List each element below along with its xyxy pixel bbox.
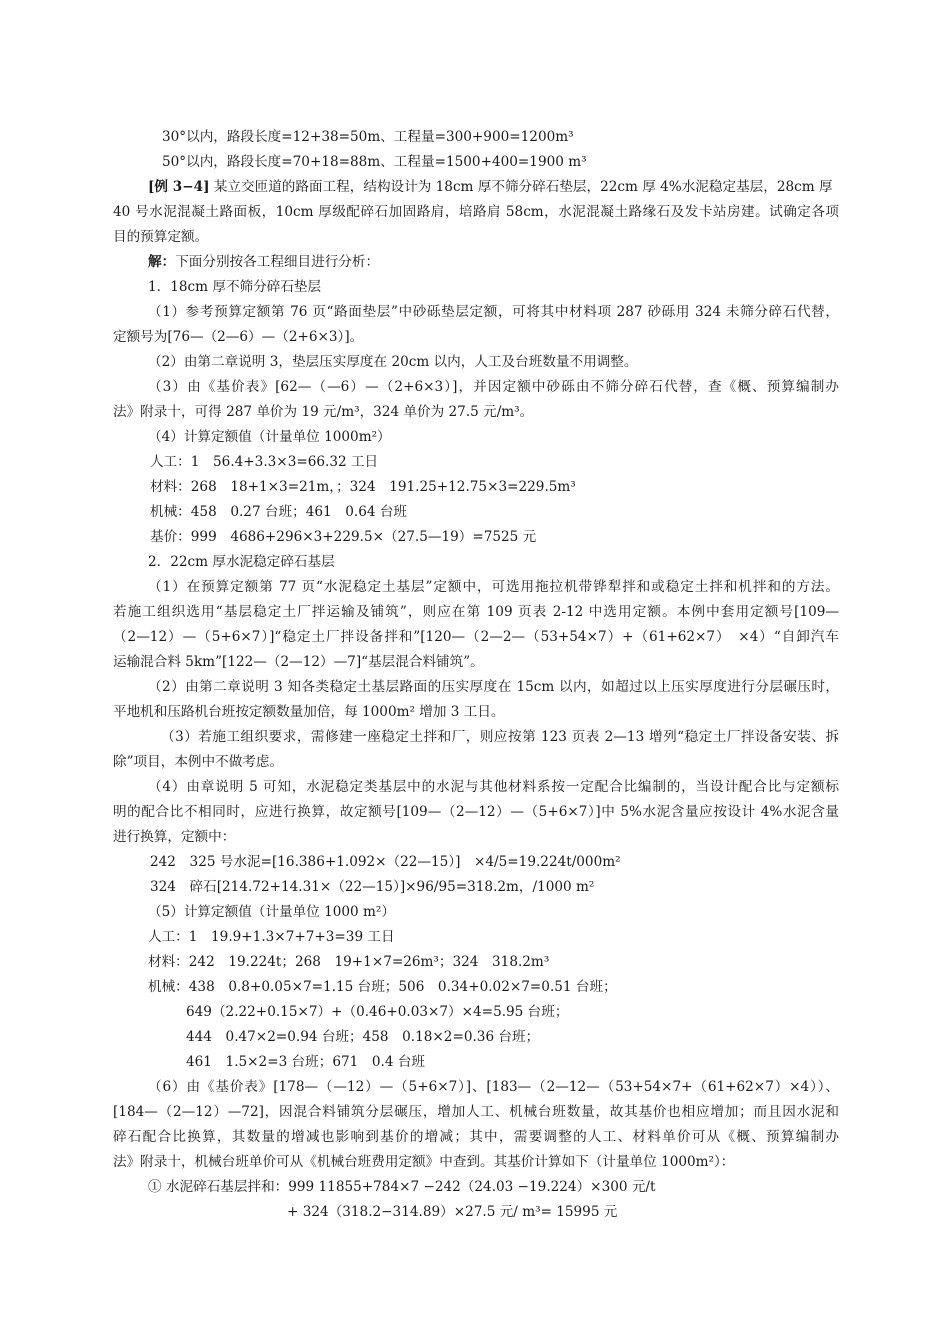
example-paragraph [148, 178, 839, 196]
text-line: 法》附录十，机械台班单价可从《机械台班费用定额》中查到。其基价计算如下（计量单位 1000m²）： [113, 1154, 735, 1170]
solution-label: 解： [148, 254, 176, 270]
text-line: （2）由第二章说明 3，垫层压实厚度在 20cm 以内，人工及台班数量不用调整。 [148, 354, 638, 370]
text-line: 运输混合料 5km”[122—（2—12）—7]“基层混合料铺筑”。 [113, 654, 484, 670]
text-line: 40 号水泥混凝土路面板，10cm 厚级配碎石加固路肩，培路肩 58cm，水泥混凝土路缘石及发卡站房建。试确定各项 [113, 204, 839, 220]
text-line: 人工：1 56.4+3.3×3=66.32 工日 [150, 454, 379, 470]
text-line: 材料：242 19.224t；268 19+1×7=26m³；324 318.2m³ [148, 954, 550, 970]
solution-paragraph [148, 253, 874, 271]
section-heading: 2．22cm 厚水泥稳定碎石基层 [148, 554, 335, 570]
text-line: 人工：1 19.9+1.3×7+7+3=39 工日 [148, 929, 395, 945]
text-line: 某立交匝道的路面工程，结构设计为 18cm 厚不筛分碎石垫层，22cm 厚 4%水泥稳定基层，28cm 厚 [213, 179, 833, 195]
text-line: + 324（318.2−314.89）×27.5 元/ m³= 15995 元 [287, 1204, 618, 1220]
text-line: [184—（2—12）—72]，因混合料铺筑分层碾压，增加人工、机械台班数量，故其基价也相应增加；而且因水泥和 [113, 1104, 839, 1120]
text-line: 242 325 号水泥=[16.386+1.092×（22—15）] ×4/5=19.224t/000m² [150, 854, 621, 870]
text-line: ① 水泥碎石基层拌和：999 11855+784×7 −242（24.03 −19.224）×300 元/t [148, 1179, 656, 1195]
text-line: 324 碎石[214.72+14.31×（22—15）]×96/95=318.2m，/1000 m² [150, 879, 595, 895]
text-line: （1）在预算定额第 77 页“水泥稳定土基层”定额中，可选用拖拉机带铧犁拌和或稳定土拌和机拌和的方法。 [148, 579, 839, 595]
text-line: 50°以内，路段长度=70+18=88m、工程量=1500+400=1900 m³ [162, 154, 587, 170]
text-line: （3）若施工组织要求，需修建一座稳定土拌和厂，则应按第 123 页表 2—13 增列“稳定土厂拌设备安装、拆 [161, 729, 839, 745]
text-line: 机械：438 0.8+0.05×7=1.15 台班；506 0.34+0.02×7=0.51 台班； [148, 979, 617, 995]
text-line: 30°以内，路段长度=12+38=50m、工程量=300+900=1200m³ [162, 129, 574, 145]
text-line: 除”项目，本例中不做考虑。 [113, 754, 284, 770]
text-line: 碎石配合比换算，其数量的增减也影响到基价的增减；其中，需要调整的人工、材料单价可从《概、预算编制办 [113, 1129, 839, 1145]
text-line: 机械：458 0.27 台班；461 0.64 台班 [150, 504, 408, 520]
section-heading: 1．18cm 厚不筛分碎石垫层 [148, 279, 322, 295]
text-line: 649（2.22+0.15×7）+（0.46+0.03×7）×4=5.95 台班； [186, 1004, 569, 1020]
text-line: 若施工组织选用“基层稳定土厂拌运输及铺筑”，则应在第 109 页表 2-12 中选用定额。本例中套用定额号[109— [113, 604, 839, 620]
text-line: 明的配合比不相同时，应进行换算，故定额号[109—（2—12）—（5+6×7）]中 5%水泥含量应按设计 4%水泥含量 [113, 804, 839, 820]
text-line: （2）由第二章说明 3 知各类稳定土基层路面的压实厚度在 15cm 以内，如超过以上压实厚度进行分层碾压时， [148, 679, 839, 695]
text-line: 进行换算，定额中： [113, 829, 236, 845]
text-line: 461 1.5×2=3 台班；671 0.4 台班 [186, 1054, 426, 1070]
text-line: （1）参考预算定额第 76 页“路面垫层”中砂砾垫层定额，可将其中材料项 287 砂砾用 324 未筛分碎石代替， [148, 304, 839, 320]
example-label: [例 3−4] [148, 179, 210, 195]
text-line: （4）计算定额值（计量单位 1000m²） [148, 429, 391, 445]
text-line: 基价：999 4686+296×3+229.5×（27.5—19）=7525 元 [150, 529, 537, 545]
text-line: 材料：268 18+1×3=21m，；324 191.25+12.75×3=229.5m³ [150, 479, 576, 495]
text-line: 444 0.47×2=0.94 台班；458 0.18×2=0.36 台班； [186, 1029, 540, 1045]
text-line: 法》附录十，可得 287 单价为 19 元/m³，324 单价为 27.5 元/m³。 [113, 404, 534, 420]
text-line: （3）由《基价表》[62—（—6）—（2+6×3）]，并因定额中砂砾由不筛分碎石代替，查《概、预算编制办 [148, 379, 839, 395]
text-line: （2—12）—（5+6×7）]“稳定土厂拌设备拌和”[120—（2—2—（53+54×7）+（61+62×7） ×4）“自卸汽车 [113, 629, 839, 645]
text-line: （4）由章说明 5 可知，水泥稳定类基层中的水泥与其他材料系按一定配合比编制的，当设计配合比与定额标 [148, 779, 839, 795]
text-line: 目的预算定额。 [113, 229, 209, 245]
text-line: 平地机和压路机台班按定额数量加倍，每 1000m² 增加 3 工日。 [113, 704, 505, 720]
text-line: 下面分别按各工程细目进行分析： [175, 254, 380, 270]
text-line: （5）计算定额值（计量单位 1000 m²） [148, 904, 395, 920]
text-line: （6）由《基价表》[178—（—12）—（5+6×7）]、[183—（2—12—（53+54×7+（61+62×7）×4））、 [148, 1079, 839, 1095]
text-line: 定额号为[76—（2—6）—（2+6×3）]。 [113, 329, 364, 345]
